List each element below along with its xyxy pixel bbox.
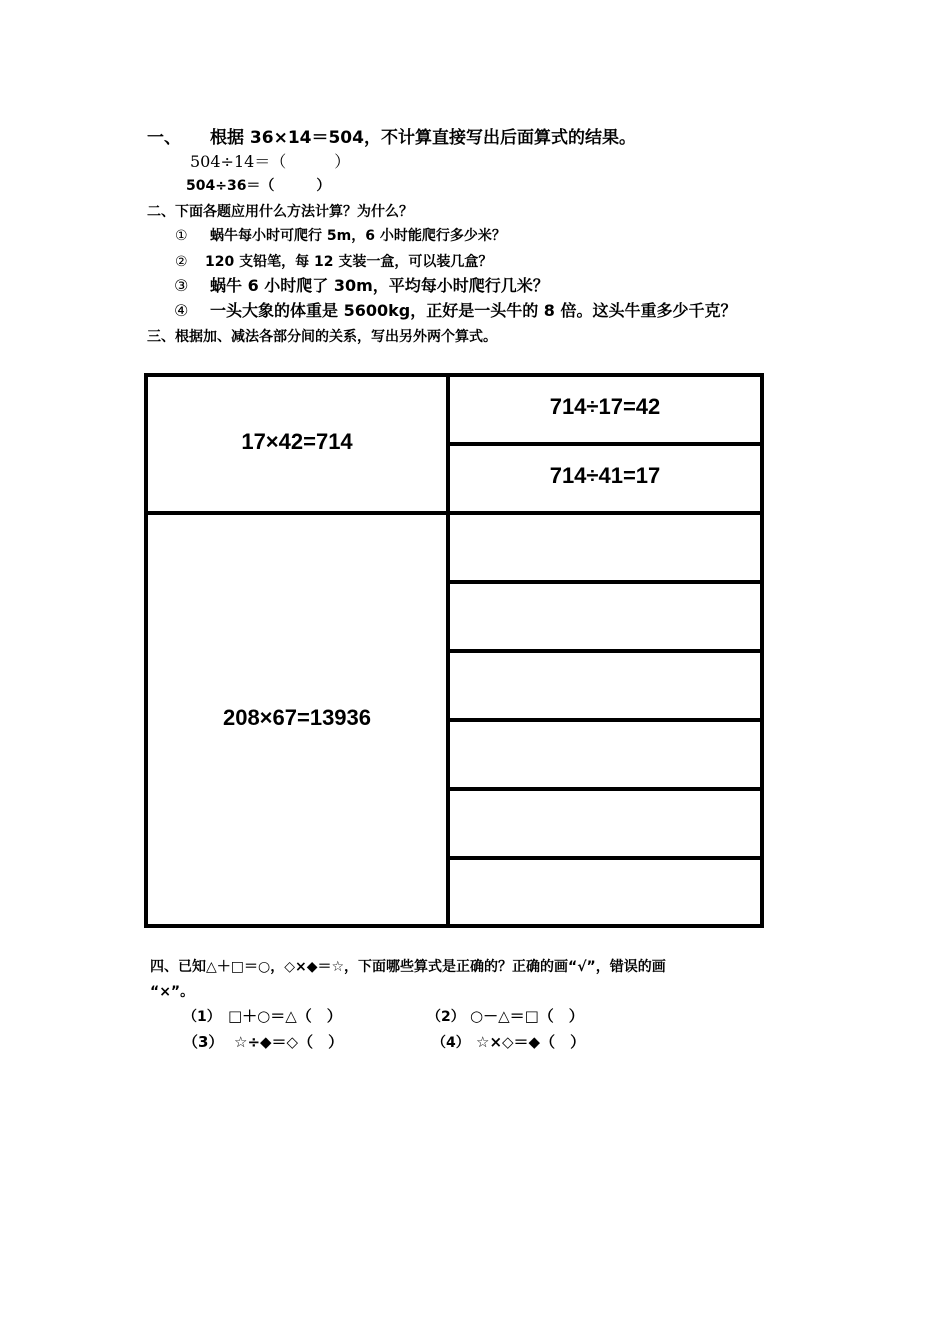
answer-cell[interactable] — [454, 864, 760, 922]
section1-question-1: 504÷14＝（ ） — [190, 152, 351, 171]
answer-cell[interactable] — [454, 726, 760, 784]
section2-heading: 二、下面各题应用什么方法计算？为什么？ — [147, 204, 413, 220]
table-cell-equation: 714÷41=17 — [549, 463, 661, 488]
section2-item-1-number: ① — [175, 228, 188, 244]
answer-cell[interactable] — [454, 588, 760, 646]
answer-cell[interactable] — [454, 795, 760, 853]
table-row-divider — [144, 511, 764, 515]
section4-item-2-expr: ○－△＝□（ ） — [470, 1007, 584, 1025]
table-right-divider — [450, 718, 764, 722]
section2-item-1-text: 蜗牛每小时可爬行 5m，6 小时能爬行多少米？ — [210, 228, 506, 244]
section4-item-1-number: （1） — [183, 1009, 221, 1025]
section4-item-2-number: （2） — [427, 1009, 465, 1025]
table-cell-equation: 17×42=714 — [241, 429, 353, 454]
section4-item-1-expr: □＋○＝△（ ） — [228, 1007, 342, 1025]
section2-item-2-text: 120 支铅笔，每 12 支装一盒，可以装几盒？ — [205, 254, 493, 270]
section2-item-3-text: 蜗牛 6 小时爬了 30m，平均每小时爬行几米？ — [210, 276, 549, 295]
table-cell-equation: 208×67=13936 — [222, 705, 372, 730]
section2-item-3-number: ③ — [174, 276, 189, 295]
section2-item-2-number: ② — [175, 254, 188, 270]
section1-number: 一、 — [147, 128, 181, 148]
section4-item-3-expr: ☆÷◆＝◇（ ） — [234, 1033, 344, 1051]
section4-heading-continued: “×”。 — [150, 984, 195, 1000]
table-cell-equation: 714÷17=42 — [549, 394, 661, 419]
table-right-divider — [450, 442, 764, 446]
section4-heading: 四、已知△＋□＝○，◇×◆＝☆，下面哪些算式是正确的？正确的画“√”，错误的画 — [150, 959, 666, 975]
section3-heading: 三、根据加、减法各部分间的关系，写出另外两个算式。 — [147, 329, 497, 345]
section4-item-4-number: （4） — [432, 1035, 470, 1051]
section4-item-3-number: （3） — [183, 1033, 224, 1051]
section2-item-4-number: ④ — [174, 301, 189, 320]
answer-cell[interactable] — [454, 657, 760, 715]
table-right-divider — [450, 649, 764, 653]
section4-item-4-expr: ☆×◇＝◆（ ） — [476, 1033, 586, 1051]
table-right-divider — [450, 580, 764, 584]
table-right-divider — [450, 856, 764, 860]
section1-heading: 根据 36×14＝504，不计算直接写出后面算式的结果。 — [210, 128, 636, 148]
table-right-divider — [450, 787, 764, 791]
answer-cell[interactable] — [454, 519, 760, 577]
section1-question-2: 504÷36＝（ ） — [186, 178, 331, 194]
section2-item-4-text: 一头大象的体重是 5600kg，正好是一头牛的 8 倍。这头牛重多少千克？ — [210, 301, 737, 320]
